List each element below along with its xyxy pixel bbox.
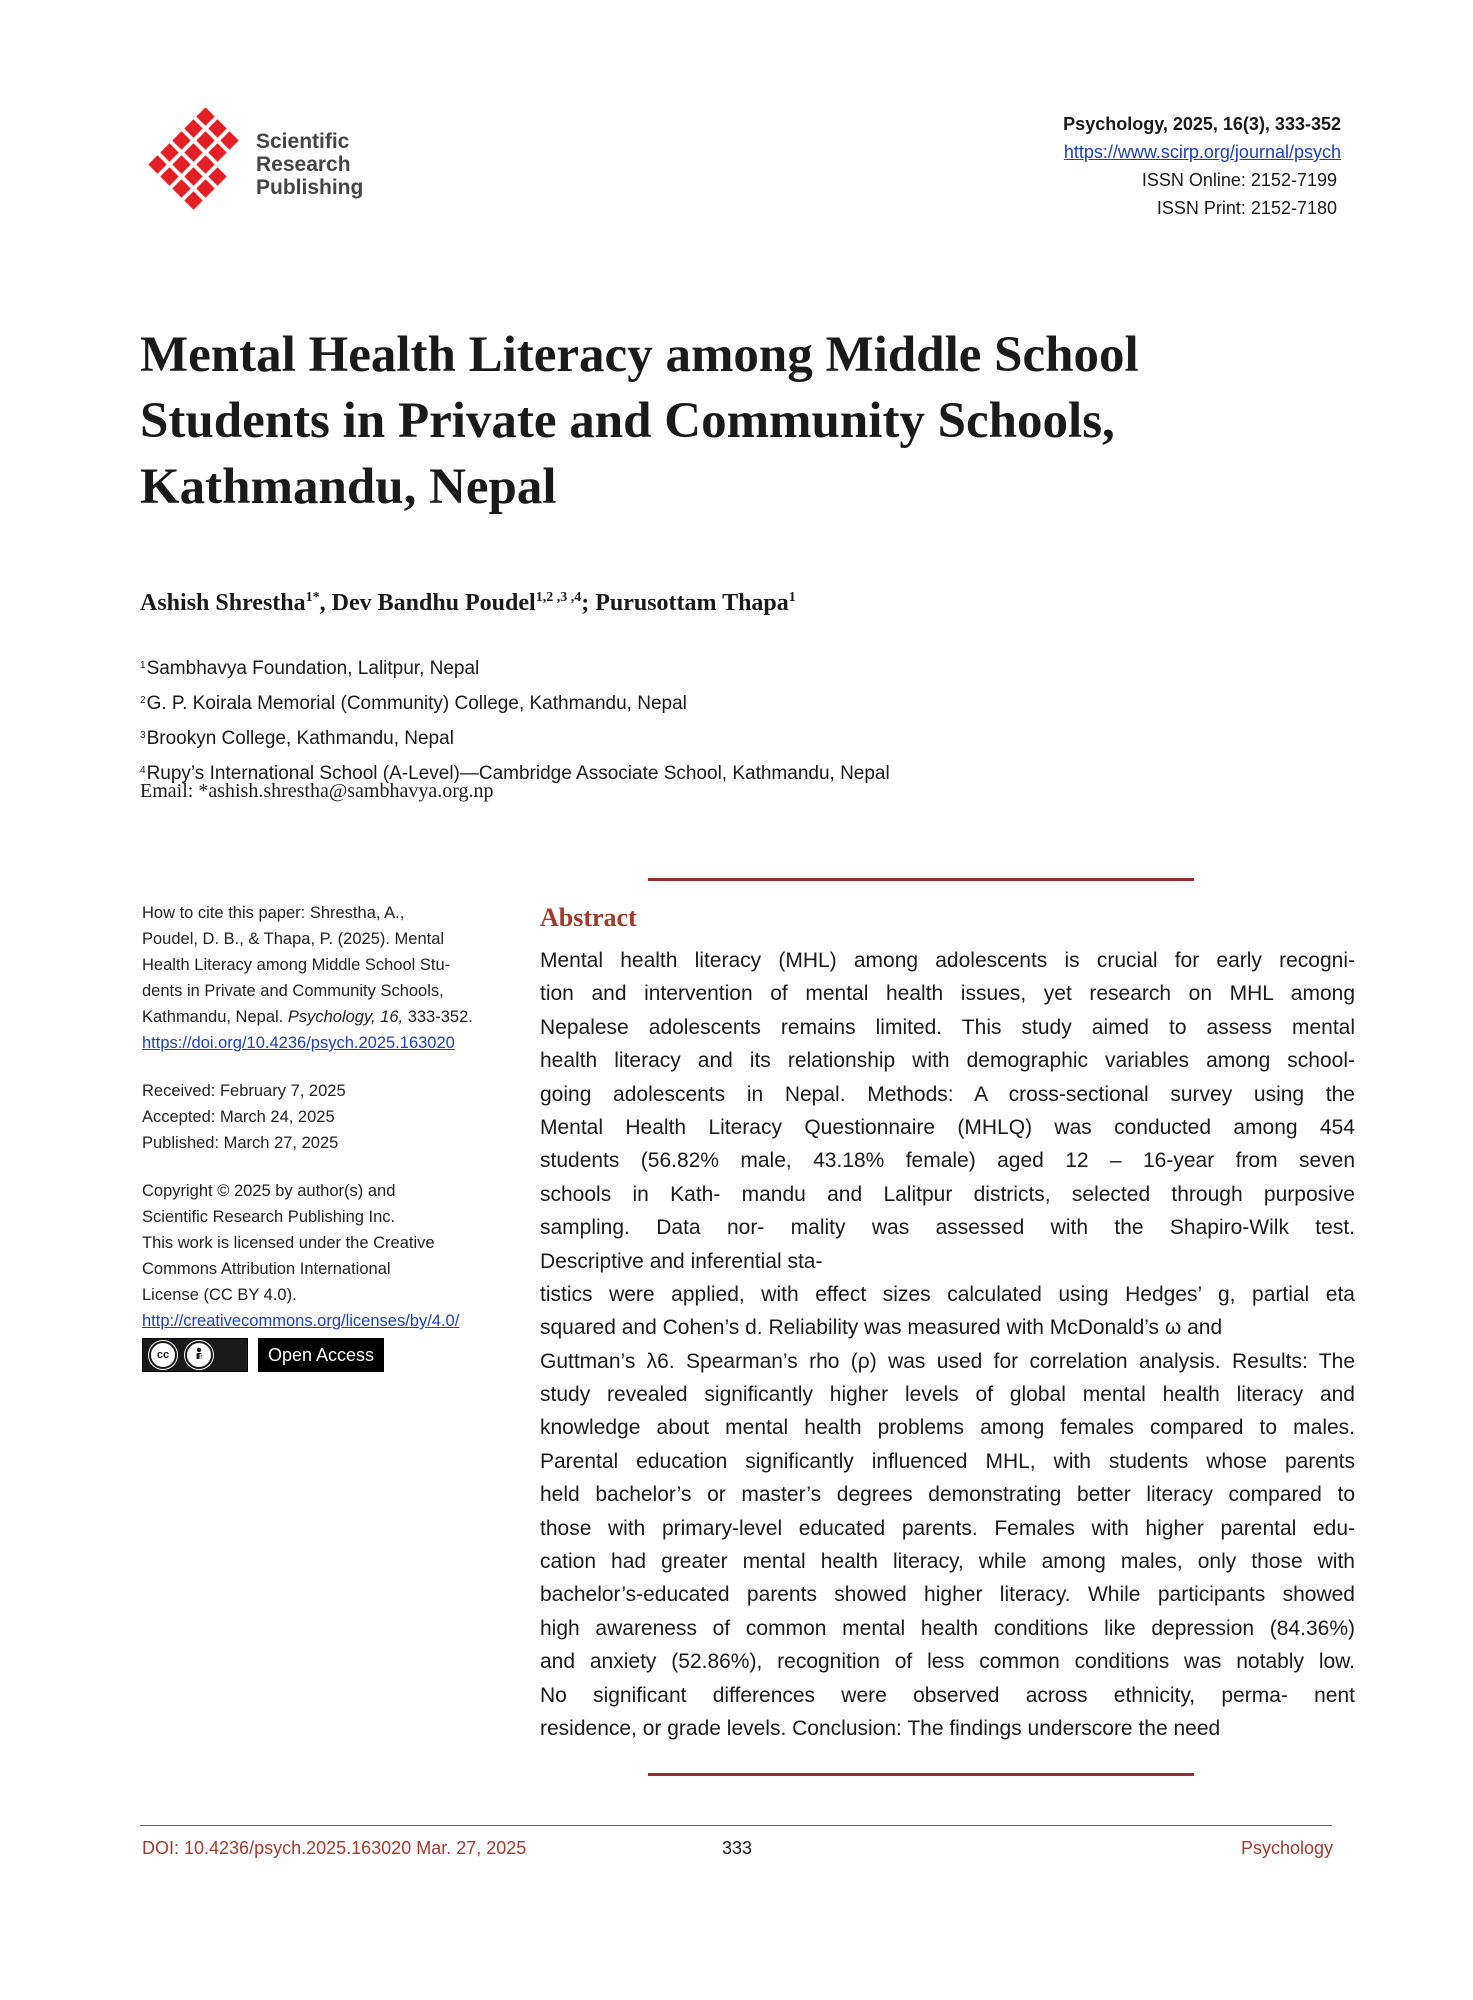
affiliation-item (140, 650, 890, 685)
affiliation-num: 4 (140, 765, 146, 776)
abstract-line: Parental education significantly influenced MHL, with students whose parents (540, 1449, 1355, 1473)
license-link[interactable]: http://creativecommons.org/licenses/by/4.0/ (142, 1312, 460, 1330)
journal-info (1063, 110, 1341, 222)
affiliation-text: Brookyn College, Kathmandu, Nepal (146, 728, 454, 749)
footer-doi: DOI: 10.4236/psych.2025.163020 Mar. 27, 2025 (142, 1838, 527, 1858)
cc-by-text: BY (199, 1353, 211, 1362)
license-badges (142, 1338, 522, 1372)
abstract-line: cation had greater mental health literacy, while among males, only those with (540, 1550, 1355, 1574)
affiliation-text: Sambhavya Foundation, Lalitpur, Nepal (146, 658, 480, 679)
affiliation-item (140, 720, 890, 755)
article-sidebar (142, 900, 522, 1394)
author-affil-sup: 1 (788, 590, 796, 605)
abstract-line: tion and intervention of mental health issues, yet research on MHL among (540, 982, 1355, 1006)
affiliation-item (140, 685, 890, 720)
affiliation-num: 3 (140, 730, 146, 741)
abstract-line: held bachelor’s or master’s degrees demonstrating better literacy compared to (540, 1483, 1355, 1507)
author-list: Ashish Shrestha$^{1*}$, Dev Bandhu Poudel$^{1,2 ,3 ,4}$; Purusottam Thapa$^1$ (140, 590, 796, 616)
abstract-line: students (56.82% male, 43.18% female) aged 12 – 16-year from seven (540, 1149, 1355, 1173)
copyright-line: Commons Attribution International (142, 1260, 391, 1278)
copyright-line: Scientific Research Publishing Inc. (142, 1208, 396, 1226)
abstract-heading: Abstract (540, 903, 637, 932)
affiliation-text: G. P. Koirala Memorial (Community) College, Kathmandu, Nepal (146, 693, 687, 714)
copyright-line: This work is licensed under the Creative (142, 1234, 435, 1252)
abstract-line: schools in Kath- mandu and Lalitpur districts, selected through purposive (540, 1182, 1355, 1206)
abstract-line: study revealed significantly higher levels of global mental health literacy and (540, 1383, 1355, 1407)
publisher-name-line2: Research (256, 153, 351, 176)
affiliation-list (140, 650, 890, 790)
abstract-line: sampling. Data nor- mality was assessed with the Shapiro-Wilk test. (540, 1216, 1355, 1240)
journal-url-link[interactable]: https://www.scirp.org/journal/psych (1063, 142, 1341, 162)
author-name: Purusottam Thapa (595, 590, 789, 616)
abstract-line: Mental health literacy (MHL) among adolescents is crucial for early recogni- (540, 949, 1355, 972)
cc-circle-icon: cc (149, 1341, 177, 1369)
issn-online: ISSN Online: 2152-7199 (1141, 170, 1337, 190)
affiliation-text: Rupy’s International School (A-Level)—Cambridge Associate School, Kathmandu, Nepal (146, 763, 890, 784)
abstract-line: Guttman’s λ6. Spearman’s rho (ρ) was used for correlation analysis. Results: The (540, 1349, 1355, 1373)
abstract-line: knowledge about mental health problems among females compared to males. (540, 1416, 1355, 1440)
paper-title-line2: Students in Private and Community Schools, (140, 393, 1115, 449)
cite-location: Kathmandu, Nepal. (142, 1008, 288, 1026)
page-number: 333 (722, 1838, 753, 1858)
footer-rule (140, 1825, 1332, 1826)
abstract-line: going adolescents in Nepal. Methods: A cross-sectional survey using the (540, 1082, 1355, 1106)
cc-by-badge-icon[interactable] (142, 1338, 248, 1372)
doi-link[interactable]: https://doi.org/10.4236/psych.2025.163020 (142, 1034, 455, 1052)
cite-pages: 333-352. (403, 1008, 473, 1026)
corresponding-email: Email: *ashish.shrestha@sambhavya.org.np (140, 780, 494, 802)
abstract-body (540, 944, 1355, 1745)
abstract-line: No significant differences were observed across ethnicity, perma- nent (540, 1683, 1355, 1707)
how-to-cite (142, 900, 522, 1056)
cite-line: dents in Private and Community Schools, (142, 982, 444, 1000)
cite-line: Poudel, D. B., & Thapa, P. (2025). Mental (142, 930, 445, 948)
paper-title (140, 322, 1340, 520)
footer-journal: Psychology (1240, 1838, 1333, 1858)
publisher-name (256, 130, 363, 199)
abstract-line: tistics were applied, with effect sizes calculated using Hedges’ g, partial eta (540, 1282, 1355, 1306)
abstract-line: squared and Cohen’s d. Reliability was measured with McDonald’s ω and (540, 1316, 1223, 1340)
abstract-line: health literacy and its relationship with demographic variables among school- (540, 1049, 1355, 1073)
author-name: Dev Bandhu Poudel (331, 590, 536, 616)
abstract-line: Mental Health Literacy Questionnaire (MHLQ) was conducted among 454 (540, 1115, 1355, 1139)
abstract-line: and anxiety (52.86%), recognition of less common conditions was notably low. (540, 1650, 1355, 1674)
abstract-line: Descriptive and inferential sta- (540, 1249, 823, 1273)
copyright-line: License (CC BY 4.0). (142, 1286, 297, 1304)
scirp-diamond-logo-icon (146, 108, 256, 218)
paper-title-line1: Mental Health Literacy among Middle School (140, 327, 1139, 383)
author-name: Ashish Shrestha (140, 590, 306, 616)
copyright-line: Copyright © 2025 by author(s) and (142, 1182, 396, 1200)
cite-line: How to cite this paper: Shrestha, A., (142, 904, 405, 922)
abstract-bottom-rule (648, 1773, 1194, 1776)
journal-citation: Psychology, 2025, 16(3), 333-352 (1063, 114, 1341, 134)
abstract-line: bachelor’s-educated parents showed higher literacy. While participants showed (540, 1583, 1355, 1607)
abstract-line: residence, or grade levels. Conclusion: The findings underscore the need (540, 1716, 1221, 1740)
abstract-line: high awareness of common mental health conditions like depression (84.36%) (540, 1616, 1355, 1640)
published-date: Published: March 27, 2025 (142, 1134, 339, 1152)
cite-journal: Psychology, 16, (287, 1008, 404, 1026)
publisher-name-line3: Publishing (256, 176, 364, 199)
issn-print: ISSN Print: 2152-7180 (1156, 198, 1337, 218)
cite-line: Health Literacy among Middle School Stu- (142, 956, 451, 974)
publisher-logo (146, 108, 386, 218)
author-affil-sup: 1* (305, 590, 320, 605)
accepted-date: Accepted: March 24, 2025 (142, 1108, 335, 1126)
paper-title-line3: Kathmandu, Nepal (140, 459, 557, 515)
abstract-top-rule (648, 878, 1194, 881)
abstract-line: Nepalese adolescents remains limited. This study aimed to assess mental (540, 1015, 1355, 1039)
publisher-name-line1: Scientific (256, 130, 350, 153)
abstract-line: those with primary-level educated parents. Females with higher parental edu- (540, 1516, 1355, 1540)
received-date: Received: February 7, 2025 (142, 1082, 346, 1100)
cite-line (142, 1004, 522, 1030)
article-dates (142, 1078, 522, 1156)
author-affil-sup: 1,2 ,3 ,4 (535, 590, 582, 605)
affiliation-num: 2 (140, 695, 146, 706)
copyright-notice (142, 1178, 522, 1372)
affiliation-num: 1 (140, 660, 146, 671)
open-access-badge[interactable]: Open Access (258, 1338, 384, 1372)
